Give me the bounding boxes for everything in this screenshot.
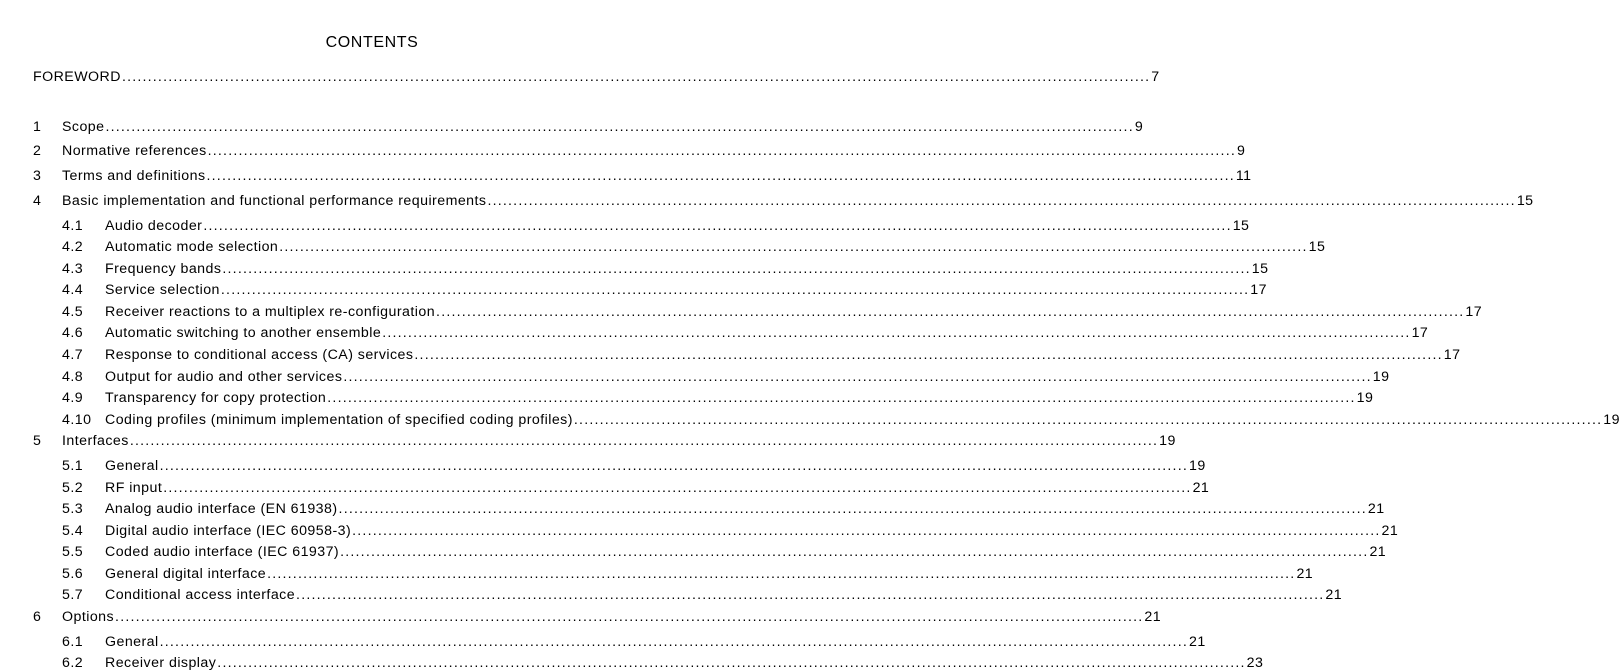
toc-entry-label: Normative references: [62, 143, 207, 159]
toc-entry-6[interactable]: [33, 608, 1162, 626]
dot-leader: ........................................................................................................................................................................................................: [105, 119, 1134, 135]
toc-entry-page: 15: [1232, 218, 1250, 234]
toc-entry-number: 6.2: [62, 655, 84, 671]
dot-leader: ........................................................................................................................................................................................................: [159, 458, 1188, 474]
toc-entry-number: 5.5: [62, 544, 84, 560]
dot-leader: ........................................................................................................................................................................................................: [159, 634, 1188, 650]
toc-entry-4-2[interactable]: [62, 238, 1326, 256]
toc-entry-5-4[interactable]: [62, 522, 1399, 540]
toc-entry-label: Analog audio interface (EN 61938): [105, 501, 338, 517]
toc-entry-page: 9: [1236, 143, 1246, 159]
toc-entry-number: 6.1: [62, 634, 84, 650]
toc-entry-label: General digital interface: [105, 566, 267, 582]
toc-entry-label: Options: [62, 609, 115, 625]
toc-entry-label: Conditional access interface: [105, 587, 296, 603]
toc-entry-page: 15: [1516, 193, 1534, 209]
toc-entry-label: Receiver display: [105, 655, 217, 671]
toc-entry-label: Receiver reactions to a multiplex re-configuration: [105, 304, 436, 320]
toc-entry-page: 19: [1603, 412, 1620, 428]
toc-entry-5-5[interactable]: [62, 543, 1387, 561]
toc-entry-page: 7: [1151, 69, 1160, 85]
toc-entry-number: 4.4: [62, 282, 84, 298]
toc-entry-number: 4.1: [62, 218, 84, 234]
toc-entry-label: Coded audio interface (IEC 61937): [105, 544, 340, 560]
toc-entry-number: 5.7: [62, 587, 84, 603]
dot-leader: ........................................................................................................................................................................................................: [573, 412, 1603, 428]
toc-entry-page: 11: [1235, 168, 1252, 184]
toc-entry-4-4[interactable]: [62, 281, 1267, 299]
dot-leader: ........................................................................................................................................................................................................: [343, 369, 1372, 385]
toc-entry-4-1[interactable]: [62, 217, 1250, 235]
toc-entry-4-10[interactable]: [62, 411, 1620, 429]
toc-entry-number: 4.8: [62, 369, 84, 385]
toc-entry-page: 21: [1192, 480, 1210, 496]
toc-entry-page: 23: [1246, 655, 1264, 671]
toc-entry-label: Output for audio and other services: [105, 369, 343, 385]
toc-entry-label: Service selection: [105, 282, 220, 298]
toc-entry-page: 21: [1325, 587, 1343, 603]
toc-entry-page: 21: [1367, 501, 1385, 517]
dot-leader: ........................................................................................................................................................................................................: [207, 143, 1236, 159]
toc-entry-number: 4.2: [62, 239, 84, 255]
toc-entry-label: RF input: [105, 480, 163, 496]
toc-entry-page: 19: [1159, 433, 1176, 449]
dot-leader: ........................................................................................................................................................................................................: [296, 587, 1325, 603]
toc-entry-4-6[interactable]: [62, 324, 1429, 342]
toc-entry-5[interactable]: [33, 432, 1176, 450]
toc-entry-number: 4.3: [62, 261, 84, 277]
toc-entry-4-3[interactable]: [62, 260, 1269, 278]
toc-entry-1[interactable]: [33, 118, 1144, 136]
toc-entry-page: 17: [1443, 347, 1461, 363]
toc-entry-5-6[interactable]: [62, 565, 1314, 583]
toc-entry-page: 19: [1188, 458, 1206, 474]
toc-entry-page: 21: [1296, 566, 1314, 582]
toc-entry-number: 4.5: [62, 304, 84, 320]
toc-entry-label: FOREWORD: [33, 69, 121, 85]
toc-entry-label: Coding profiles (minimum implementation of specified coding profiles): [105, 412, 573, 428]
toc-entry-number: 5.3: [62, 501, 84, 517]
toc-entry-4-9[interactable]: [62, 389, 1374, 407]
dot-leader: ........................................................................................................................................................................................................: [279, 239, 1308, 255]
toc-entry-6-1[interactable]: [62, 633, 1206, 651]
toc-entry-number: 4: [33, 193, 42, 209]
toc-entry-number: 4.7: [62, 347, 84, 363]
toc-entry-number: 5.1: [62, 458, 84, 474]
toc-entry-page: 15: [1251, 261, 1269, 277]
toc-entry-page: 17: [1411, 325, 1429, 341]
toc-entry-4[interactable]: [33, 192, 1534, 210]
toc-entry-page: 21: [1369, 544, 1387, 560]
toc-entry-5-1[interactable]: [62, 457, 1206, 475]
toc-entry-label: Digital audio interface (IEC 60958-3): [105, 523, 352, 539]
toc-entry-5-2[interactable]: [62, 479, 1210, 497]
toc-entry-number: 5.6: [62, 566, 84, 582]
toc-entry-page: 9: [1134, 119, 1144, 135]
dot-leader: ........................................................................................................................................................................................................: [487, 193, 1516, 209]
dot-leader: ........................................................................................................................................................................................................: [267, 566, 1296, 582]
toc-entry-page: 21: [1381, 523, 1399, 539]
toc-entry-foreword[interactable]: [33, 68, 1160, 86]
toc-entry-label: Basic implementation and functional performance requirements: [62, 193, 487, 209]
toc-entry-5-7[interactable]: [62, 586, 1343, 604]
dot-leader: ........................................................................................................................................................................................................: [115, 609, 1144, 625]
toc-entry-number: 5.4: [62, 523, 84, 539]
toc-entry-label: Automatic switching to another ensemble: [105, 325, 382, 341]
toc-entry-6-2[interactable]: [62, 654, 1264, 672]
toc-entry-label: Transparency for copy protection: [105, 390, 327, 406]
toc-entry-number: 3: [33, 168, 42, 184]
dot-leader: ........................................................................................................................................................................................................: [414, 347, 1443, 363]
toc-entry-4-7[interactable]: [62, 346, 1461, 364]
toc-entry-3[interactable]: [33, 167, 1252, 185]
toc-entry-label: Response to conditional access (CA) services: [105, 347, 414, 363]
toc-entry-label: Terms and definitions: [62, 168, 206, 184]
toc-entry-label: Frequency bands: [105, 261, 222, 277]
dot-leader: ........................................................................................................................................................................................................: [338, 501, 1367, 517]
toc-entry-label: Audio decoder: [105, 218, 203, 234]
dot-leader: ........................................................................................................................................................................................................: [217, 655, 1246, 671]
toc-entry-page: 19: [1372, 369, 1390, 385]
dot-leader: ........................................................................................................................................................................................................: [327, 390, 1356, 406]
toc-entry-2[interactable]: [33, 142, 1246, 160]
toc-entry-number: 2: [33, 143, 42, 159]
dot-leader: ........................................................................................................................................................................................................: [206, 168, 1235, 184]
toc-entry-number: 6: [33, 609, 42, 625]
toc-entry-page: 21: [1188, 634, 1206, 650]
toc-entry-label: General: [105, 458, 159, 474]
dot-leader: ........................................................................................................................................................................................................: [352, 523, 1381, 539]
toc-entry-page: 21: [1144, 609, 1162, 625]
toc-entry-label: General: [105, 634, 159, 650]
dot-leader: ........................................................................................................................................................................................................: [220, 282, 1250, 298]
toc-entry-page: 17: [1465, 304, 1483, 320]
toc-entry-5-3[interactable]: [62, 500, 1385, 518]
toc-entry-number: 5.2: [62, 480, 84, 496]
toc-entry-page: 19: [1356, 390, 1374, 406]
dot-leader: ........................................................................................................................................................................................................: [163, 480, 1192, 496]
toc-entry-4-5[interactable]: [62, 303, 1483, 321]
dot-leader: ........................................................................................................................................................................................................: [129, 433, 1159, 449]
toc-entry-number: 4.10: [62, 412, 92, 428]
toc-entry-label: Automatic mode selection: [105, 239, 279, 255]
toc-entry-number: 4.6: [62, 325, 84, 341]
dot-leader: ........................................................................................................................................................................................................: [222, 261, 1251, 277]
dot-leader: ........................................................................................................................................................................................................: [340, 544, 1369, 560]
dot-leader: ........................................................................................................................................................................................................: [203, 218, 1232, 234]
toc-entry-number: 4.9: [62, 390, 84, 406]
toc-entry-label: Scope: [62, 119, 105, 135]
dot-leader: ........................................................................................................................................................................................................: [382, 325, 1411, 341]
toc-entry-4-8[interactable]: [62, 368, 1390, 386]
toc-entry-number: 1: [33, 119, 42, 135]
toc-entry-page: 17: [1250, 282, 1267, 298]
toc-entry-number: 5: [33, 433, 42, 449]
toc-entry-label: Interfaces: [62, 433, 129, 449]
toc-entry-page: 15: [1308, 239, 1326, 255]
dot-leader: ........................................................................................................................................................................................................: [436, 304, 1465, 320]
dot-leader: ........................................................................................................................................................................................................: [121, 69, 1151, 85]
page-title: CONTENTS: [325, 34, 419, 51]
